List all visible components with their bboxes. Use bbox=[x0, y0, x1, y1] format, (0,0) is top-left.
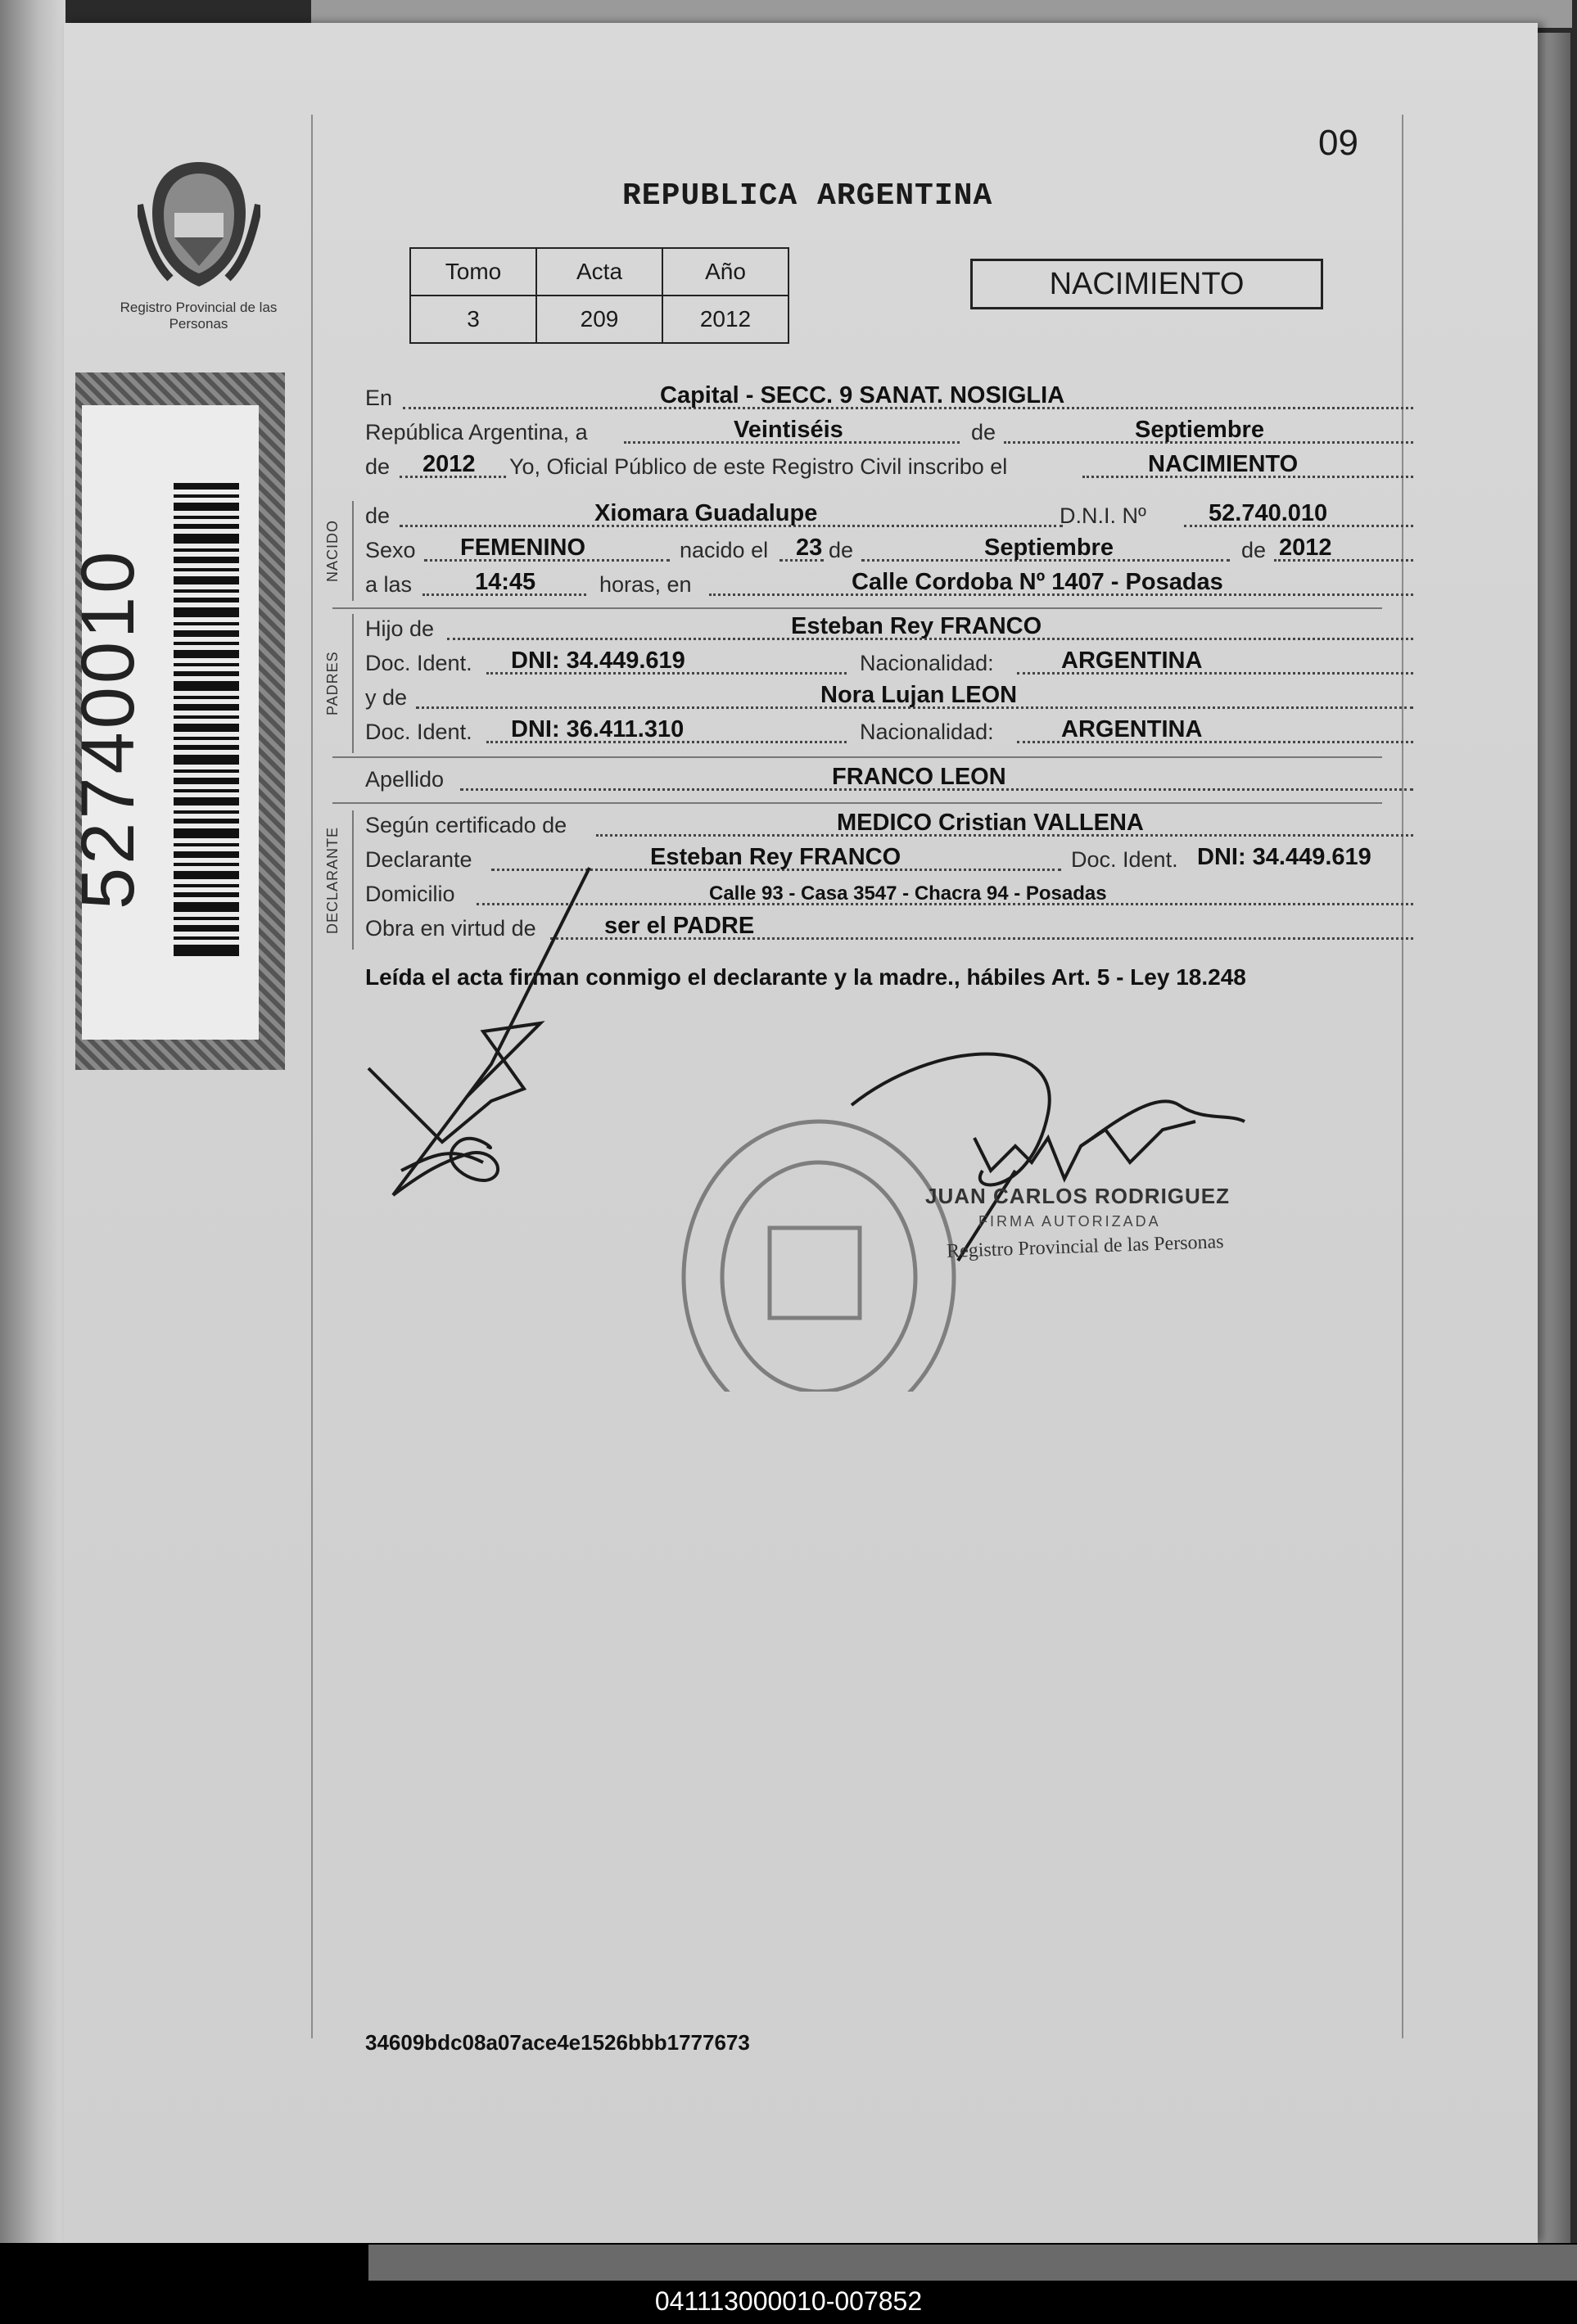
record-value-tomo: 3 bbox=[410, 296, 536, 343]
birth-month-value: Septiembre bbox=[984, 535, 1114, 561]
sex-value: FEMENINO bbox=[460, 535, 586, 561]
de-label: de bbox=[365, 503, 391, 528]
time-value: 14:45 bbox=[475, 569, 536, 595]
dni-value: 52.740.010 bbox=[1209, 500, 1328, 526]
surname-value: FRANCO LEON bbox=[832, 764, 1006, 790]
doc-label: Doc. Ident. bbox=[365, 720, 472, 744]
record-value-acta: 209 bbox=[536, 296, 662, 343]
officer-text: Yo, Oficial Público de este Registro Civil inscribo el bbox=[509, 454, 1008, 479]
signatory-role: FIRMA AUTORIZADA bbox=[978, 1213, 1161, 1230]
section-bracket bbox=[352, 614, 354, 753]
de-label: de bbox=[1241, 538, 1267, 562]
record-header-tomo: Tomo bbox=[410, 248, 536, 296]
row-surname bbox=[365, 765, 1380, 794]
row-father-doc bbox=[365, 648, 1380, 678]
cert-label: Según certificado de bbox=[365, 813, 567, 837]
padres-section-label: PADRES bbox=[324, 651, 341, 716]
row-time-place bbox=[365, 570, 1380, 599]
birth-place-value: Calle Cordoba Nº 1407 - Posadas bbox=[852, 569, 1223, 595]
barcode-icon bbox=[174, 483, 239, 958]
declarant-doc-value: DNI: 34.449.619 bbox=[1197, 844, 1371, 870]
nationality-label: Nacionalidad: bbox=[860, 720, 994, 744]
de-label: de bbox=[365, 454, 391, 479]
act-type-value: NACIMIENTO bbox=[1148, 451, 1299, 477]
doc-label: Doc. Ident. bbox=[1071, 847, 1178, 872]
nationality-label: Nacionalidad: bbox=[860, 651, 994, 675]
record-table-value-row bbox=[410, 296, 788, 343]
record-header-acta: Acta bbox=[536, 248, 662, 296]
place-value: Capital - SECC. 9 SANAT. NOSIGLIA bbox=[660, 382, 1065, 408]
right-margin-rule bbox=[1402, 115, 1403, 2038]
address-value: Calle 93 - Casa 3547 - Chacra 94 - Posadas bbox=[709, 882, 1107, 905]
y-de-label: y de bbox=[365, 685, 408, 710]
father-nationality-value: ARGENTINA bbox=[1061, 648, 1203, 674]
birth-year-value: 2012 bbox=[1279, 535, 1332, 561]
row-mother bbox=[365, 683, 1380, 712]
declarante-label: Declarante bbox=[365, 847, 472, 872]
section-bracket bbox=[352, 501, 354, 601]
book-bottom-edge bbox=[368, 2245, 1577, 2281]
record-value-year: 2012 bbox=[662, 296, 788, 343]
birth-day-value: 23 bbox=[796, 535, 823, 561]
mother-nationality-value: ARGENTINA bbox=[1061, 716, 1203, 742]
signatures-and-stamp bbox=[344, 819, 1277, 1392]
month-value: Septiembre bbox=[1135, 417, 1264, 443]
mother-doc-value: DNI: 36.411.310 bbox=[511, 716, 685, 742]
section-separator bbox=[332, 802, 1382, 804]
scan-footer-code: 041113000010-007852 bbox=[654, 2286, 923, 2316]
declarante-section-label: DECLARANTE bbox=[324, 826, 341, 934]
section-separator bbox=[332, 756, 1382, 758]
record-table bbox=[409, 247, 789, 344]
row-place bbox=[365, 383, 1380, 413]
row-name bbox=[365, 501, 1380, 530]
obra-label: Obra en virtud de bbox=[365, 916, 536, 941]
signatory-name: JUAN CARLOS RODRIGUEZ bbox=[925, 1184, 1231, 1208]
barcode-number: 52740010 bbox=[66, 548, 150, 909]
official-stamp-icon bbox=[684, 1121, 954, 1392]
document-hash: 34609bdc08a07ace4e1526bbb1777673 bbox=[365, 2030, 750, 2055]
signatory-office: Registro Provincial de las Personas bbox=[946, 1231, 1224, 1262]
country-title: REPUBLICA ARGENTINA bbox=[622, 178, 993, 214]
cert-value: MEDICO Cristian VALLENA bbox=[837, 810, 1144, 836]
sexo-label: Sexo bbox=[365, 538, 416, 562]
row-sex-birth bbox=[365, 535, 1380, 565]
declarant-signature-icon bbox=[368, 868, 590, 1195]
row-officer bbox=[365, 452, 1380, 481]
apellido-label: Apellido bbox=[365, 767, 445, 792]
closing-statement: Leída el acta firman conmigo el declarante y la madre., hábiles Art. 5 - Ley 18.248 bbox=[365, 964, 1246, 990]
de-label: de bbox=[829, 538, 854, 562]
dni-label: D.N.I. Nº bbox=[1060, 503, 1146, 528]
record-table-header-row bbox=[410, 248, 788, 296]
provincial-emblem-icon bbox=[138, 156, 260, 295]
doc-label: Doc. Ident. bbox=[365, 651, 472, 675]
hours-label: horas, en bbox=[599, 572, 692, 597]
republic-label: República Argentina, a bbox=[365, 420, 588, 444]
child-name-value: Xiomara Guadalupe bbox=[594, 500, 818, 526]
page-number: 09 bbox=[1318, 123, 1358, 163]
record-type-box: NACIMIENTO bbox=[970, 259, 1323, 309]
nacido-section-label: NACIDO bbox=[324, 520, 341, 583]
mother-name-value: Nora Lujan LEON bbox=[820, 682, 1018, 708]
row-mother-doc bbox=[365, 717, 1380, 747]
born-label: nacido el bbox=[680, 538, 769, 562]
hijo-label: Hijo de bbox=[365, 616, 435, 641]
father-name-value: Esteban Rey FRANCO bbox=[791, 613, 1042, 639]
obra-value: ser el PADRE bbox=[604, 913, 755, 939]
registry-label: Registro Provincial de las Personas bbox=[120, 300, 278, 332]
year-value: 2012 bbox=[422, 451, 476, 477]
de-label: de bbox=[971, 420, 996, 444]
book-spine-left bbox=[0, 0, 66, 2259]
father-doc-value: DNI: 34.449.619 bbox=[511, 648, 685, 674]
row-date bbox=[365, 417, 1380, 447]
record-header-year: Año bbox=[662, 248, 788, 296]
en-label: En bbox=[365, 386, 393, 410]
day-text-value: Veintiséis bbox=[734, 417, 843, 443]
domicilio-label: Domicilio bbox=[365, 882, 455, 906]
a-las-label: a las bbox=[365, 572, 413, 597]
declarant-name-value: Esteban Rey FRANCO bbox=[650, 844, 901, 870]
section-separator bbox=[332, 607, 1382, 609]
left-margin-rule bbox=[311, 115, 313, 2038]
row-father bbox=[365, 614, 1380, 643]
